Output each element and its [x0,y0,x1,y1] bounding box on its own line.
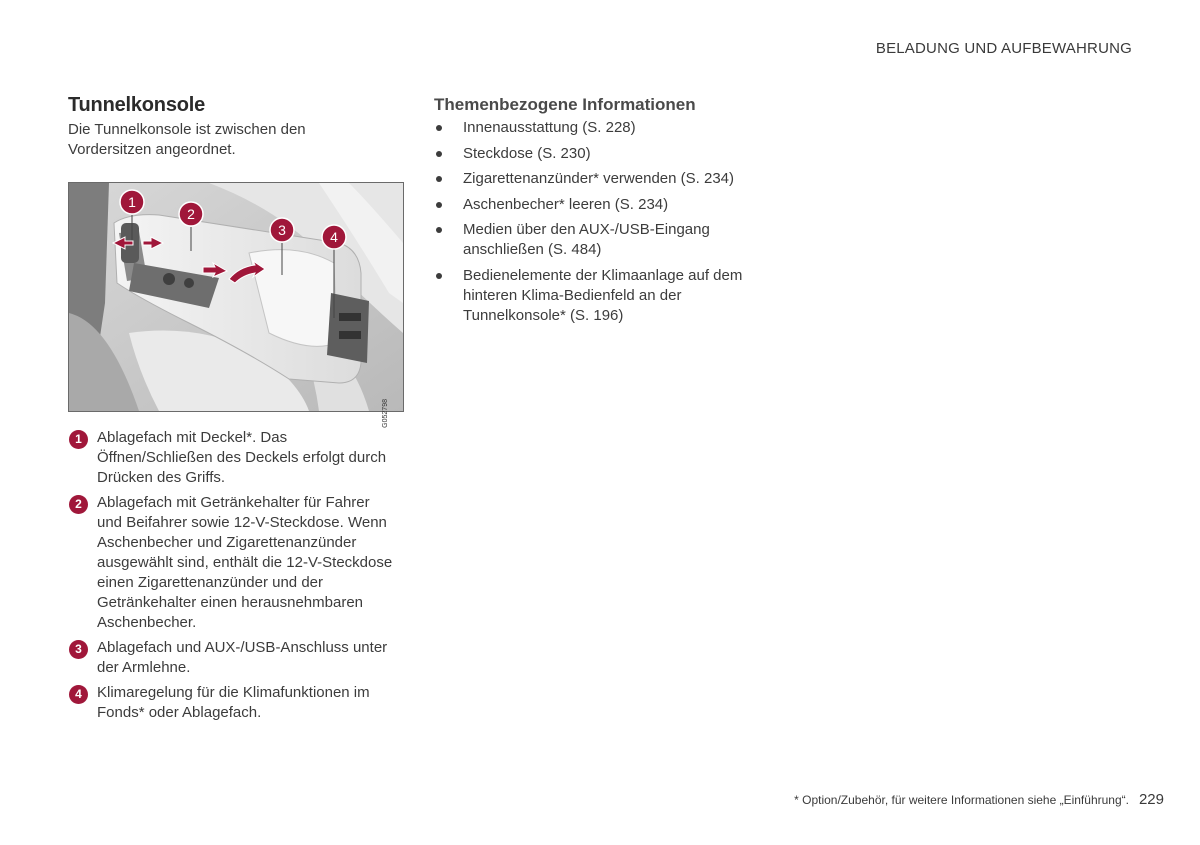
topic-text: Innenausstattung (S. 228) [463,119,636,136]
topic-text: Steckdose (S. 230) [463,144,591,162]
marker-2 [179,202,203,226]
left-column [68,92,404,728]
intro-text: Die Tunnelkonsole ist zwischen den Vordersitzen angeordnet. [68,121,306,158]
related-info-heading: Themenbezogene Informationen [434,95,696,114]
topic-link[interactable] [434,220,763,260]
callout-number: 1 [69,430,88,449]
marker-4 [322,225,346,249]
marker-1 [120,190,144,214]
topic-link[interactable] [434,118,763,138]
marker-4-label: 4 [330,229,338,245]
right-column [434,94,774,331]
figure-code: G052798 [382,399,389,428]
callout-text: Klimaregelung für die Klimafunktionen im Fonds* oder Ablagefach. [97,684,370,721]
callout-text: Ablagefach mit Getränkehalter für Fahrer und Beifahrer sowie 12-V-Steckdose. Wenn Aschenbecher und Zigarettenanzünder ausgewählt sind, enthält die 12-V-Steckdose einen Zigarettenanzünder und der Getränkehalter einen herausnehmbaren Aschenbecher. [97,494,393,631]
page-footer [794,791,1164,808]
callout-item [68,493,397,633]
topic-link[interactable] [434,266,763,326]
callout-number: 2 [69,495,88,514]
section-header: BELADUNG UND AUFBEWAHRUNG [875,40,1132,57]
marker-3 [270,218,294,242]
topic-text: Bedienelemente der Klimaanlage auf dem hinteren Klima-Bedienfeld an der Tunnelkonsole* (S. 196) [463,266,743,324]
marker-1-label: 1 [128,194,136,210]
bullet-icon [436,151,442,157]
bullet-icon [436,273,442,279]
related-topics-list [434,118,774,326]
callout-number: 4 [69,685,88,704]
page-title: Tunnelkonsole [68,94,206,116]
topic-text: Medien über den AUX-/USB-Eingang anschließen (S. 484) [463,221,710,258]
topic-link[interactable] [434,169,763,189]
footnote: * Option/Zubehör, für weitere Informationen siehe „Einführung“. [794,793,1129,807]
topic-text: Aschenbecher* leeren (S. 234) [463,195,669,213]
callout-text: Ablagefach und AUX-/USB-Anschluss unter der Armlehne. [97,639,388,676]
bullet-icon [436,202,442,208]
callout-item [68,683,397,723]
topic-text: Zigarettenanzünder* verwenden (S. 234) [463,170,734,187]
topic-link[interactable] [434,144,763,164]
callout-markers [69,183,403,411]
topic-link[interactable] [434,195,763,215]
bullet-icon [436,176,442,182]
marker-2-label: 2 [187,206,195,222]
callout-item [68,638,397,678]
page-number: 229 [1138,791,1164,808]
bullet-icon [436,125,442,131]
marker-3-label: 3 [278,222,286,238]
callout-text: Ablagefach mit Deckel*. Das Öffnen/Schließen des Deckels erfolgt durch Drücken des Griffs. [97,429,387,486]
bullet-icon [436,227,442,233]
callout-item [68,428,397,488]
callout-list [68,428,404,723]
callout-number: 3 [69,640,88,659]
tunnel-console-figure [68,182,404,428]
